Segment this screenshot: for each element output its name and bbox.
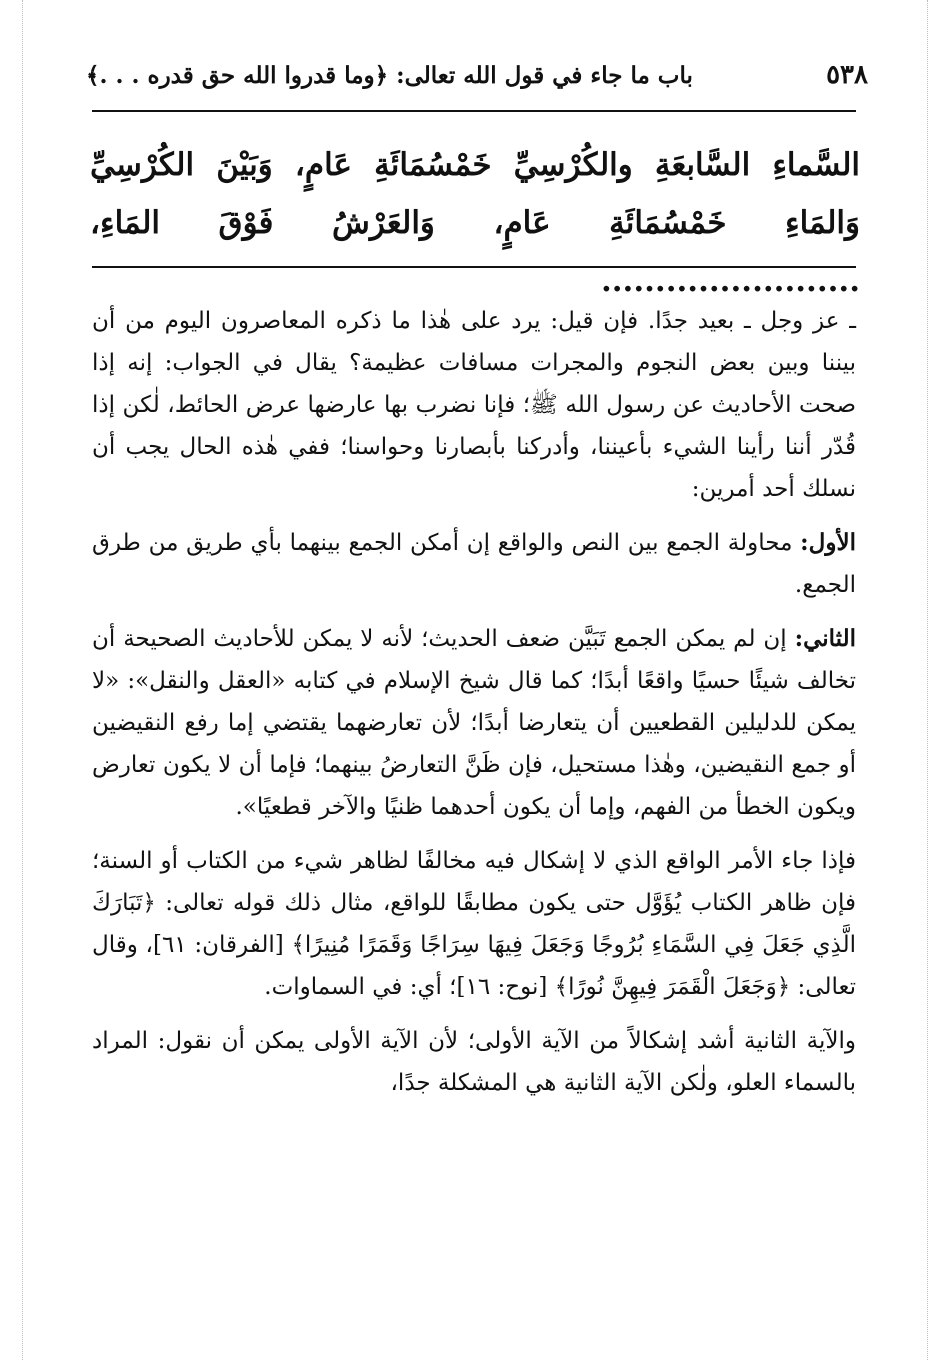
commentary-paragraph [92, 522, 856, 606]
header-rule [92, 110, 856, 112]
hadith-text: السَّماءِ السَّابعَةِ والكُرْسِيِّ خَمْسُمَائَةِ عَامٍ، وَبَيْنَ الكُرْسِيِّ وَالمَاءِ خَمْسُمَائَةِ عَامٍ، وَالعَرْشُ فَوْقَ المَاءِ، ........................ [90, 147, 860, 299]
commentary-paragraph [92, 300, 856, 510]
commentary-paragraph [92, 1020, 856, 1104]
page-number: ٥٣٨ [826, 60, 868, 90]
paragraph-text: محاولة الجمع بين النص والواقع إن أمكن الجمع بينهما بأي طريق من طرق الجمع. [92, 530, 856, 598]
section-rule [92, 266, 856, 268]
page-header [86, 52, 868, 98]
scan-artifact-line [927, 0, 928, 1360]
commentary-body [92, 300, 856, 1116]
paragraph-lead: الأول: [800, 529, 856, 556]
paragraph-text: ـ عز وجل ـ بعيد جدًا. فإن قيل: يرد على هٰذا ما ذكره المعاصرون اليوم من أن بيننا وبين بعض النجوم والمجرات مسافات عظيمة؟ يقال في الجواب: إنه إذا صحت الأحاديث عن رسول الله ﷺ؛ فإنا نضرب بها عارضها عرض الحائط، لٰكن إذا قُدّر أننا رأينا الشيء بأعيننا، وأدركنا بأبصارنا وحواسنا؛ ففي هٰذه الحال يجب أن نسلك أحد أمرين: [92, 308, 856, 502]
commentary-paragraph [92, 840, 856, 1008]
paragraph-text: إن لم يمكن الجمع تَبَيَّن ضعف الحديث؛ لأنه لا يمكن للأحاديث الصحيحة أن تخالف شيئًا حسيًا واقعًا أبدًا؛ كما قال شيخ الإسلام في كتابه «العقل والنقل»: «لا يمكن للدليلين القطعيين أن يتعارضا أبدًا؛ لأن تعارضهما يقتضي إما رفع النقيضين أو جمع النقيضين، وهٰذا مستحيل، فإن ظَنَّ التعارضُ بينهما؛ فإما أن لا يكون تعارض ويكون الخطأ من الفهم، وإما أن يكون أحدهما ظنيًا والآخر قطعيًا». [92, 626, 856, 820]
paragraph-text: فإذا جاء الأمر الواقع الذي لا إشكال فيه مخالفًا لظاهر شيء من الكتاب أو السنة؛ فإن ظاهر الكتاب يُؤَوَّل حتى يكون مطابقًا للواقع، مثال ذلك قوله تعالى: ﴿تَبَارَكَ الَّذِي جَعَلَ فِي السَّمَاءِ بُرُوجًا وَجَعَلَ فِيهَا سِرَاجًا وَقَمَرًا مُنِيرًا﴾ [الفرقان: ٦١]، وقال تعالى: ﴿وَجَعَلَ الْقَمَرَ فِيهِنَّ نُورًا﴾ [نوح: ١٦]؛ أي: في السماوات. [92, 848, 856, 1000]
running-title: باب ما جاء في قول الله تعالى: ﴿وما قدروا الله حق قدره . . .﴾ [86, 61, 693, 89]
scan-artifact-line [22, 0, 23, 1360]
paragraph-lead: الثاني: [794, 625, 856, 652]
commentary-paragraph [92, 618, 856, 828]
paragraph-text: والآية الثانية أشد إشكالاً من الآية الأولى؛ لأن الآية الأولى يمكن أن نقول: المراد بالسماء العلو، ولٰكن الآية الثانية هي المشكلة جدًا، [92, 1028, 856, 1096]
